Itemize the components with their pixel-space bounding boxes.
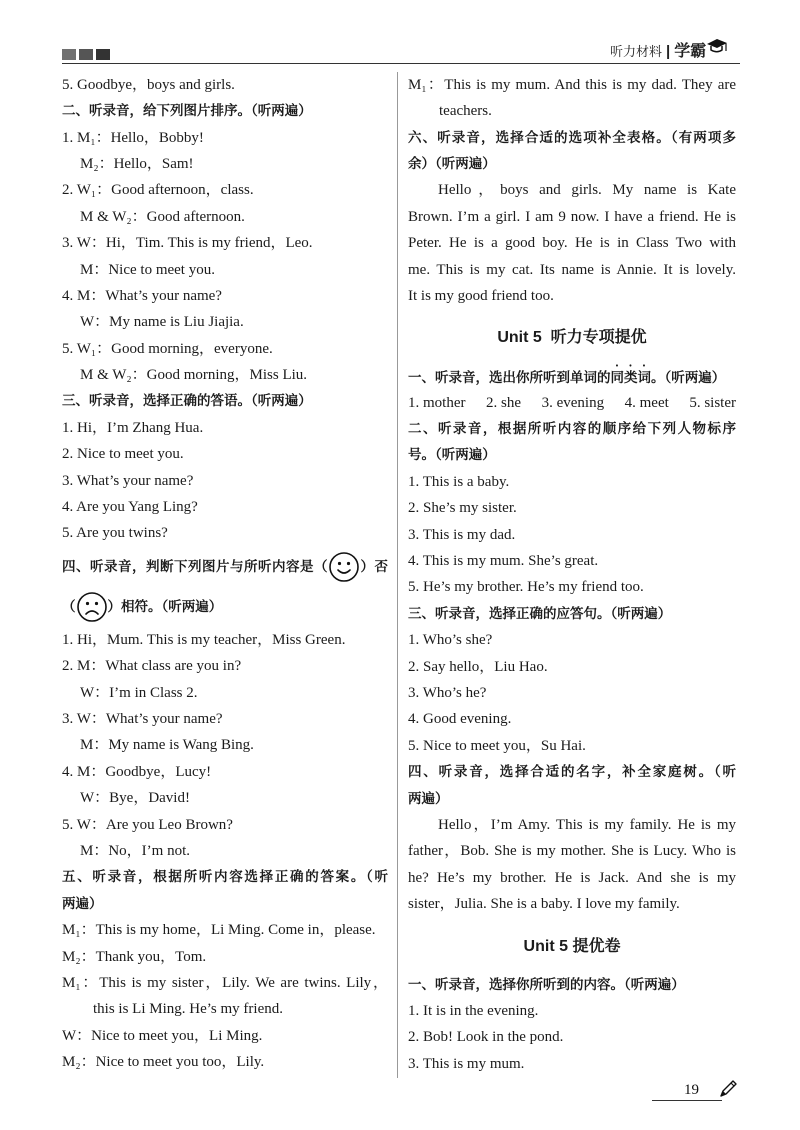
header-separator: |	[666, 43, 671, 60]
item-line: 5. Are you twins?	[62, 525, 168, 542]
three-squares-icon	[62, 47, 110, 58]
right-column	[408, 72, 736, 1077]
dialogue-line: M₁：This is my home，Li Ming. Come in，please.	[62, 922, 376, 939]
section-block	[62, 864, 388, 1075]
word-list	[408, 390, 736, 416]
section-block	[408, 125, 736, 310]
item-line: 3. This is my dad.	[408, 526, 516, 543]
header-label: 听力材料	[610, 44, 663, 59]
emphasized-text: 同类词	[610, 370, 651, 386]
section-heading-line: 两遍）	[408, 790, 449, 806]
page-number: 19	[684, 1082, 699, 1098]
item-line: 3. What’s your name?	[62, 472, 194, 489]
item-line: 2. Say hello，Liu Hao.	[408, 658, 548, 675]
section-heading-line: 二、听录音，根据所听内容的顺序给下列人物标序	[408, 421, 736, 437]
dialogue-line: W：Nice to meet you，Li Ming.	[62, 1027, 263, 1044]
item-line: 4. Are you Yang Ling?	[62, 499, 198, 516]
passage-line: Hello，boys and girls. My name is Kate	[438, 182, 736, 199]
left-column	[62, 72, 388, 1076]
header-rule	[62, 63, 740, 64]
item-line: 3. W：Hi，Tim. This is my friend，Leo.	[62, 235, 313, 252]
passage-line: Hello，I’m Amy. This is my family. He is my	[438, 816, 736, 833]
section-heading-line: 六、听录音，选择合适的选项补全表格。（有两项多	[408, 129, 736, 145]
section-block	[408, 922, 736, 972]
item-line: 2. Bob! Look in the pond.	[408, 1029, 564, 1046]
unit-title: Unit 5 听力专项提优	[497, 329, 647, 347]
item-line: 1. It is in the evening.	[408, 1002, 539, 1019]
item-line: 4. M：Goodbye，Lucy!	[62, 763, 212, 780]
dialogue-line: M₂：Nice to meet you too，Lily.	[62, 1054, 265, 1071]
section-block	[408, 313, 736, 363]
item-line: 3. This is my mum.	[408, 1055, 525, 1072]
section-block	[62, 388, 388, 546]
item-subline: M & W₂：Good afternoon.	[80, 208, 245, 225]
heading-text: 一、听录音，选出你所听到单词的	[408, 370, 611, 386]
section-block	[62, 547, 388, 865]
word-item: 1. mother	[408, 394, 466, 411]
passage-line: father，Bob. She is my mother. She is Lucy. Who is	[408, 843, 736, 860]
item-subline: M：Nice to meet you.	[80, 261, 215, 278]
item-line: 1. Hi，I’m Zhang Hua.	[62, 419, 204, 436]
word-item: 2. she	[486, 394, 522, 411]
smiley-face-icon	[328, 551, 360, 583]
section-heading-line: 三、听录音，选择正确的答语。（听两遍）	[62, 393, 312, 409]
item-subline: M & W₂：Good morning，Miss Liu.	[80, 367, 308, 384]
item-line: 2. M：What class are you in?	[62, 658, 242, 675]
brand-name: 学霸	[674, 43, 707, 60]
heading-text: 。（听两遍）	[651, 370, 726, 386]
passage-line: he? He’s my brother. He is Jack. And she is my	[408, 869, 736, 886]
section-block	[408, 759, 736, 917]
section-block	[408, 416, 736, 601]
running-header	[610, 42, 728, 62]
section-heading-line: 两遍）	[62, 895, 103, 911]
passage-line: It is my good friend too.	[408, 287, 554, 304]
dialogue-line: teachers.	[439, 103, 492, 120]
section-heading-line: 二、听录音，给下列图片排序。（听两遍）	[62, 103, 312, 119]
section-block	[408, 72, 736, 125]
passage-line: Brown. I’m a girl. I am 9 now. I have a friend. He is	[408, 208, 736, 225]
heading-text: （	[62, 598, 76, 614]
section-heading-line: 号。（听两遍）	[408, 447, 496, 463]
item-line: 1. Who’s she?	[408, 632, 493, 649]
item-line: 1. This is a baby.	[408, 473, 510, 490]
item-line: 3. Who’s he?	[408, 685, 487, 701]
item-subline: W：I’m in Class 2.	[80, 684, 198, 701]
item-subline: W：My name is Liu Jiajia.	[80, 314, 244, 331]
item-line: 5. W₁：Good morning，everyone.	[62, 340, 273, 357]
section-heading-line	[408, 363, 736, 389]
item-line: 2. W₁：Good afternoon，class.	[62, 182, 254, 199]
word-item: 3. evening	[541, 394, 605, 411]
column-divider	[397, 72, 398, 1078]
section-block	[408, 363, 736, 416]
item-line: 4. Good evening.	[408, 711, 512, 728]
graduation-cap-icon	[706, 36, 728, 56]
passage-line: sister，Julia. She is a baby. I love my family.	[408, 896, 680, 913]
item-subline: M：No，I’m not.	[80, 842, 190, 859]
section-block	[62, 98, 388, 388]
item-line: 5. W：Are you Leo Brown?	[62, 816, 233, 833]
heading-text: ）相符。（听两遍）	[107, 598, 223, 614]
dialogue-line: M₁：This is my sister，Lily. We are twins. Lily，	[62, 974, 388, 991]
section-heading-line: 四、听录音，选择合适的名字，补全家庭树。（听	[408, 764, 736, 780]
section-heading-line: 一、听录音，选择你所听到的内容。（听两遍）	[408, 976, 685, 992]
item-subline: M：My name is Wang Bing.	[80, 737, 254, 754]
item-line: 2. She’s my sister.	[408, 500, 517, 517]
pencil-icon	[718, 1079, 738, 1099]
section-heading-line	[62, 547, 388, 587]
heading-text: ）否	[360, 558, 388, 574]
item-line: 5. He’s my brother. He’s my friend too.	[408, 579, 644, 596]
item-subline: M₂：Hello，Sam!	[80, 155, 194, 172]
item-line: 5. Goodbye，boys and girls.	[62, 76, 235, 93]
section-heading-line	[62, 587, 388, 627]
item-subline: W：Bye，David!	[80, 790, 190, 807]
item-line: 4. This is my mum. She’s great.	[408, 553, 599, 570]
item-line: 3. W：What’s your name?	[62, 711, 223, 727]
footer-rule	[652, 1100, 722, 1101]
dialogue-line: M₂：Thank you，Tom.	[62, 948, 207, 965]
heading-text: 四、听录音，判断下列图片与所听内容是（	[62, 558, 328, 574]
item-line: 2. Nice to meet you.	[62, 446, 184, 463]
section-block	[62, 72, 388, 98]
section-block	[408, 972, 736, 1078]
section-block	[408, 601, 736, 759]
word-item: 5. sister	[689, 394, 736, 411]
item-line: 4. M：What’s your name?	[62, 287, 222, 304]
passage-line: me. This is my cat. Its name is Annie. It is lovely.	[408, 261, 736, 278]
section-heading-line: 五、听录音，根据所听内容选择正确的答案。（听	[62, 869, 388, 885]
item-line: 1. Hi，Mum. This is my teacher，Miss Green.	[62, 631, 346, 648]
word-item: 4. meet	[624, 394, 669, 411]
dialogue-line: this is Li Ming. He’s my friend.	[93, 1001, 283, 1018]
passage-line: Peter. He is a good boy. He is in Class Two with	[408, 235, 736, 252]
item-line: 1. M₁：Hello，Bobby!	[62, 129, 204, 146]
frowny-face-icon	[76, 591, 108, 623]
section-heading-line: 余）（听两遍）	[408, 155, 496, 171]
item-line: 5. Nice to meet you，Su Hai.	[408, 737, 586, 754]
unit-title: Unit 5 提优卷	[523, 937, 621, 955]
dialogue-line: M₁：This is my mum. And this is my dad. They are	[408, 76, 736, 93]
section-heading-line: 三、听录音，选择正确的应答句。（听两遍）	[408, 605, 672, 621]
